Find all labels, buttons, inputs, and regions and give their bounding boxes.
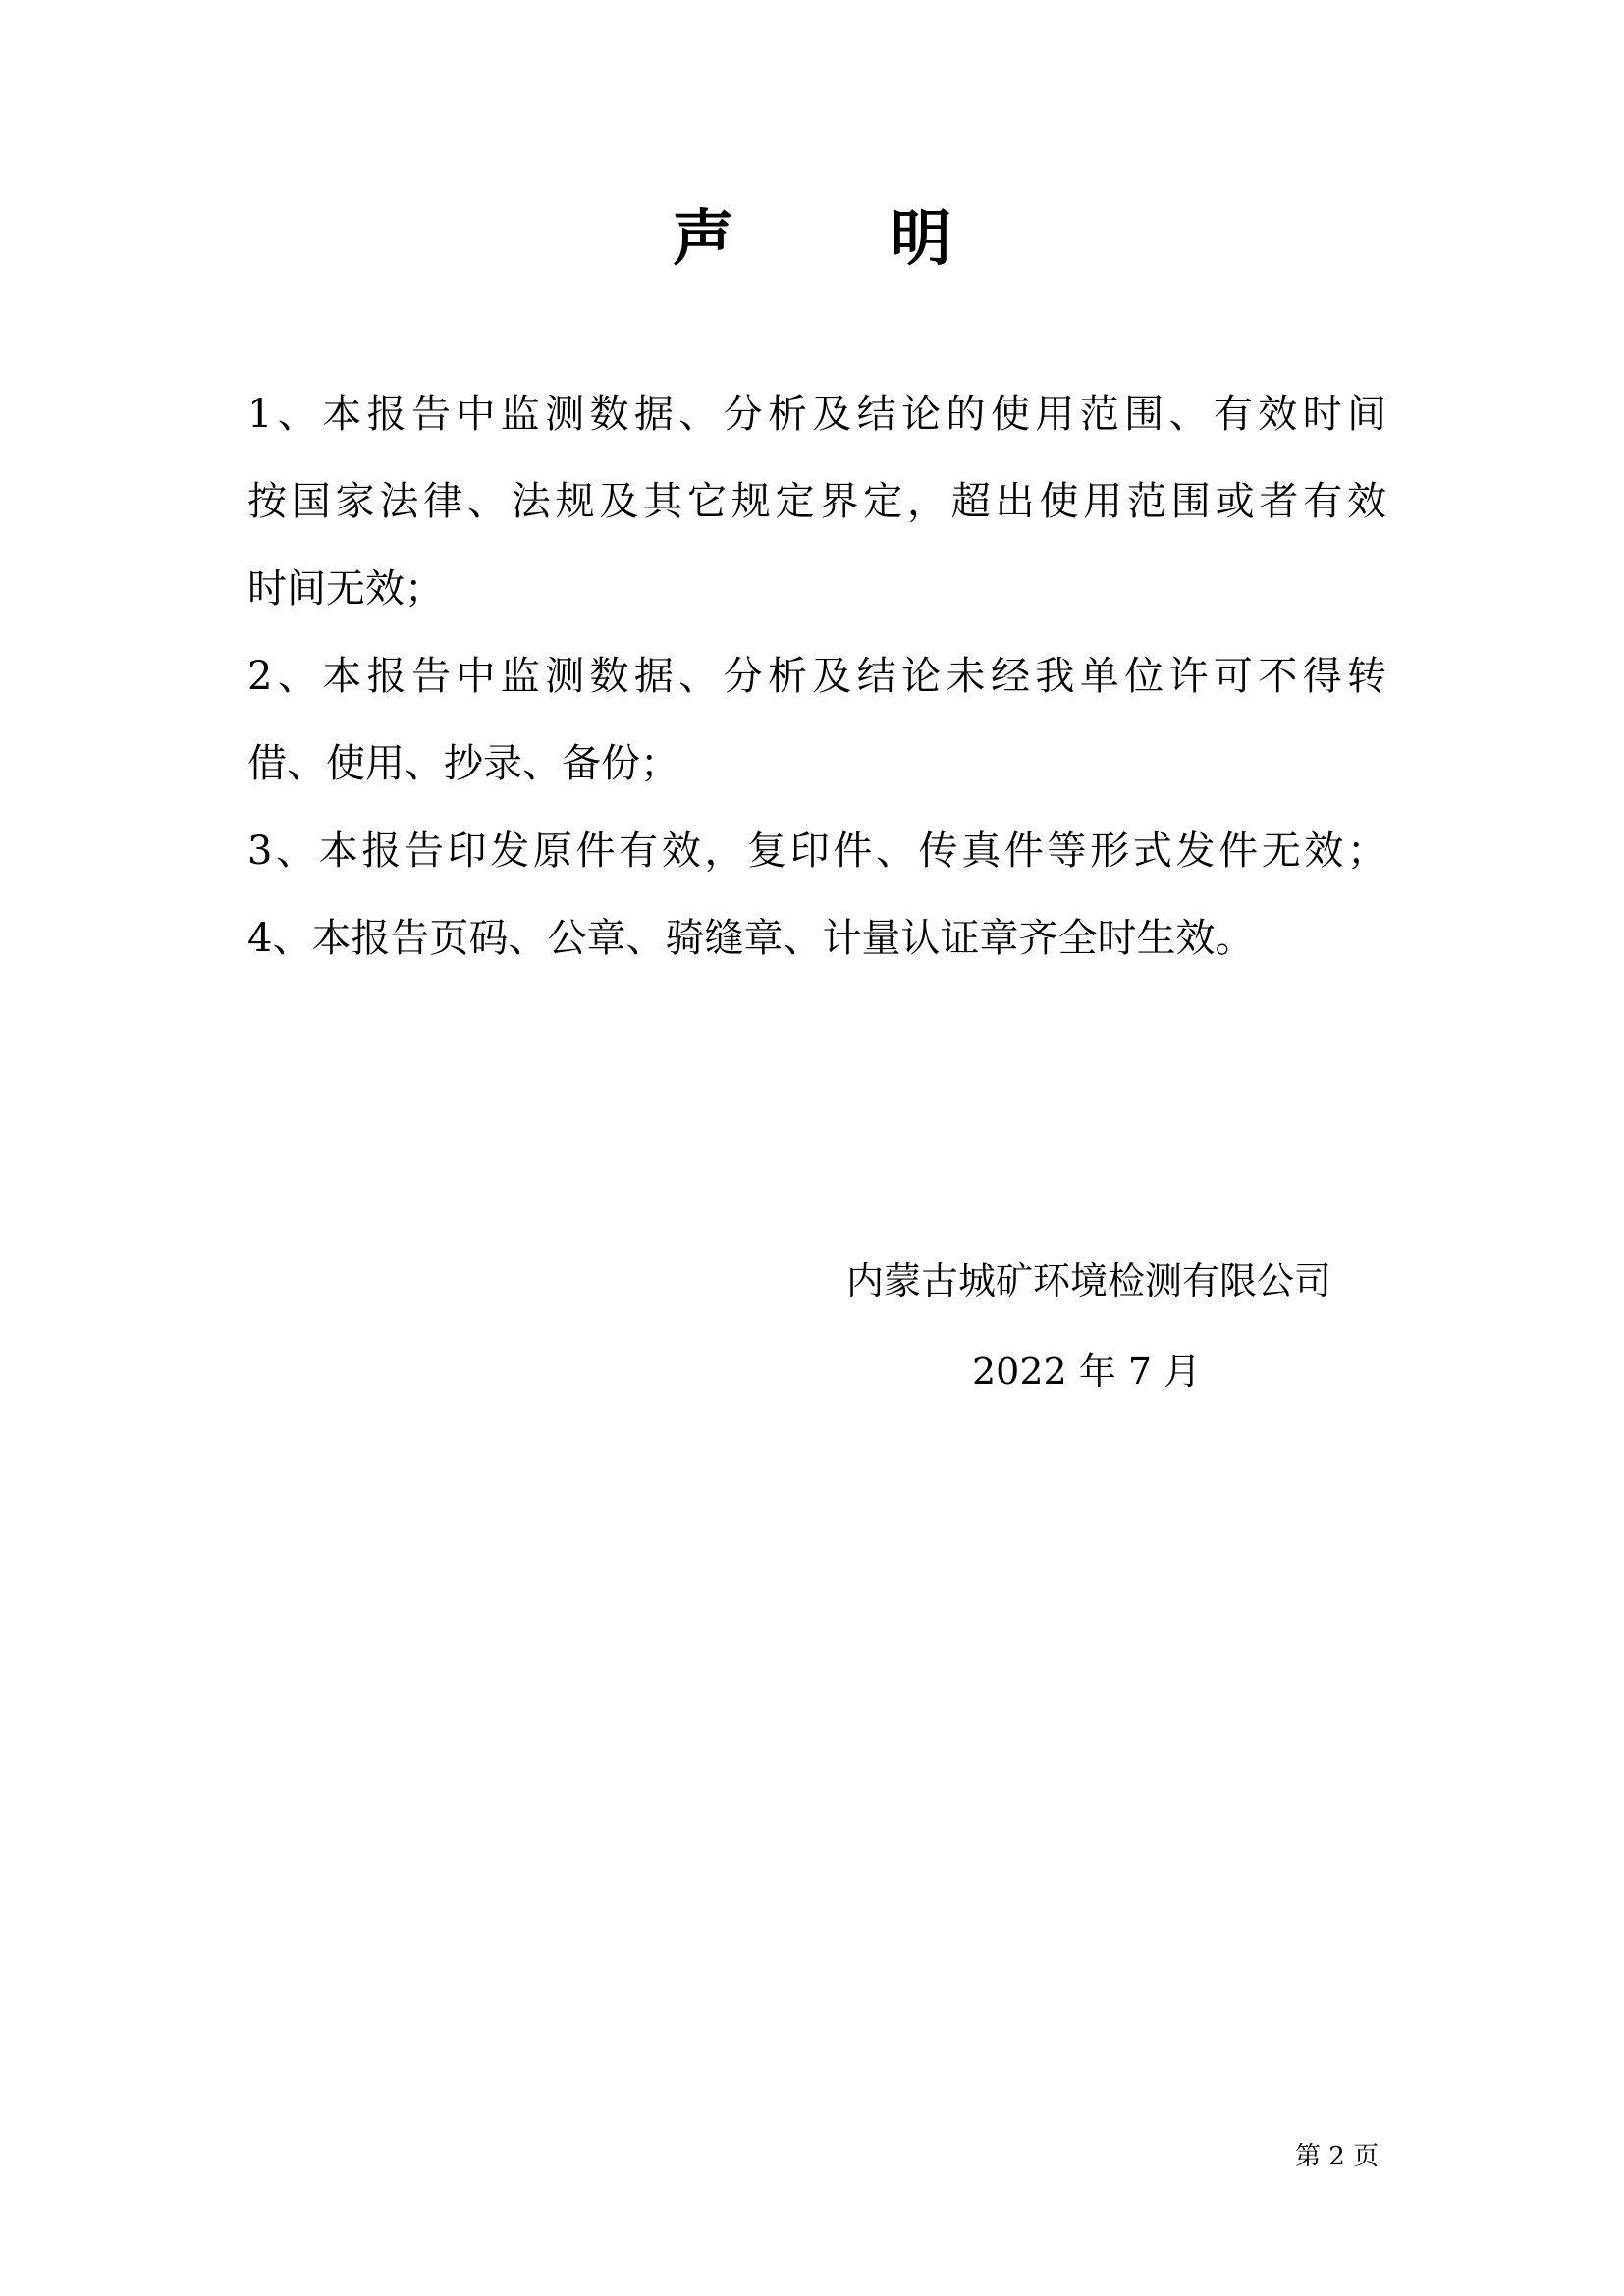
statement-paragraph-4 (247, 895, 1386, 983)
statement-paragraph-2 (247, 633, 1386, 808)
paragraph-2-line-1: 2、本报告中监测数据、分析及结论未经我单位许可不得转 (247, 654, 1386, 699)
paragraph-4-line-1: 4、本报告页码、公章、骑缝章、计量认证章齐全时生效。 (247, 916, 1255, 961)
statement-paragraph-1 (247, 371, 1386, 633)
title-char-2: 明 (891, 202, 952, 274)
paragraph-1-line-2: 按国家法律、法规及其它规定界定，超出使用范围或者有效 (247, 479, 1386, 524)
page-number: 第 2 页 (1295, 2142, 1380, 2171)
statement-paragraph-3 (247, 808, 1386, 895)
paragraph-1-line-3: 时间无效； (247, 566, 444, 612)
paragraph-2-line-2: 借、使用、抄录、备份； (247, 741, 679, 786)
title-char-1: 声 (672, 202, 733, 274)
paragraph-3-line-1: 3、本报告印发原件有效，复印件、传真件等形式发件无效； (247, 828, 1386, 874)
paragraph-1-line-1: 1、本报告中监测数据、分析及结论的使用范围、有效时间 (247, 392, 1386, 437)
page-title (0, 199, 1624, 278)
issue-date: 2022 年 7 月 (972, 1350, 1202, 1393)
statement-body (247, 371, 1386, 983)
issuer-company: 内蒙古城矿环境检测有限公司 (846, 1259, 1332, 1303)
